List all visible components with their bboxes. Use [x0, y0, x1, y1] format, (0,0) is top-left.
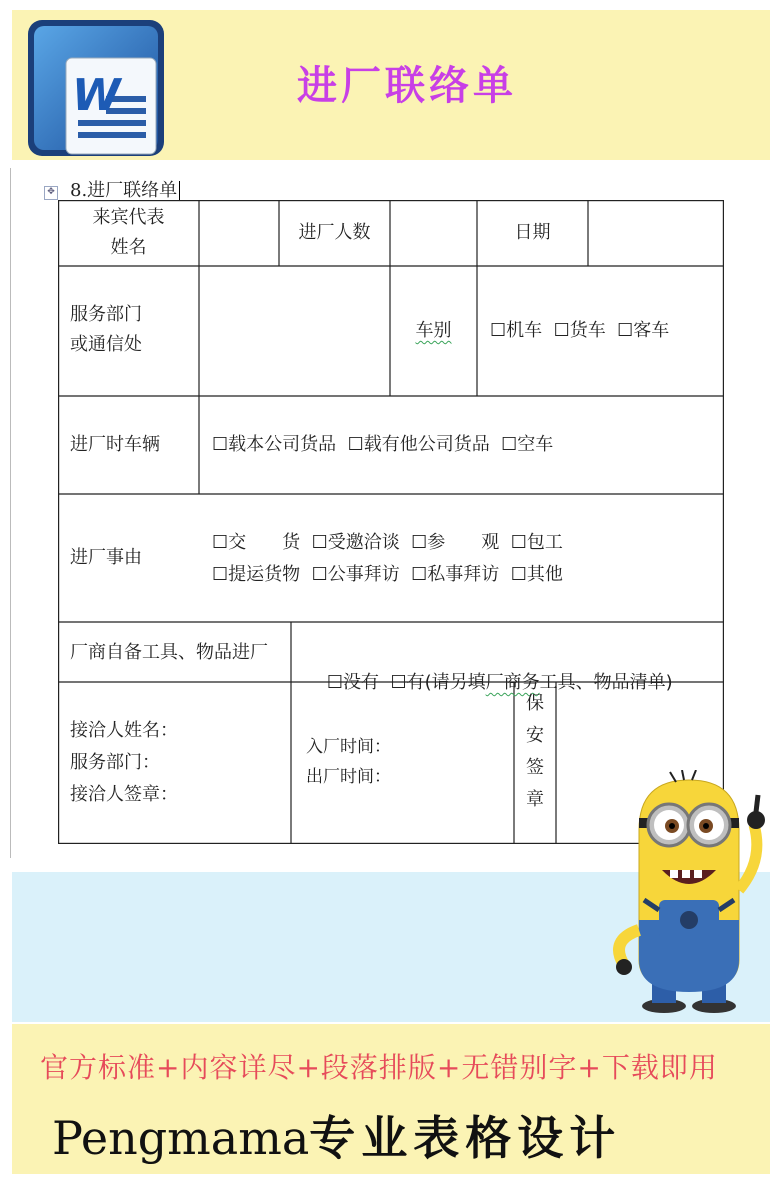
entry-vehicle-label: 进厂时车辆: [70, 434, 160, 455]
contact-info-labels: 接洽人姓名： 服务部门： 接洽人签章：: [70, 720, 178, 805]
footer-banner: [12, 1024, 770, 1174]
vendor-tools-options-suffix: 工具、物品清单): [539, 672, 673, 693]
entry-reason-options-row1[interactable]: ☐交 货 ☐受邀洽谈 ☐参 观 ☐包工: [212, 532, 563, 553]
word-icon: [26, 18, 166, 158]
guest-name-field[interactable]: [200, 201, 278, 265]
service-dept-label: 服务部门 或通信处: [70, 304, 142, 355]
date-field[interactable]: [589, 201, 723, 265]
vehicle-type-label: 车别: [415, 320, 452, 341]
security-sign-label: 保 安 签 章: [526, 693, 544, 810]
date-label: 日期: [514, 222, 551, 243]
entry-exit-time-labels: 入厂时间： 出厂时间：: [306, 737, 391, 787]
document-caption: 8.进厂联络单: [70, 176, 180, 202]
footer-tagline: 官方标准+内容详尽+段落排版+无错别字+下载即用: [40, 1051, 718, 1084]
table-anchor-icon[interactable]: ✥: [44, 186, 58, 200]
vendor-tools-options-underlined: 厂商务: [485, 672, 540, 693]
vendor-tools-options-prefix: ☐没有 ☐有(请另填: [326, 672, 486, 693]
visitor-count-label: 进厂人数: [298, 222, 371, 243]
brand-slogan: 专业表格设计: [309, 1111, 622, 1165]
page-margin-line: [10, 168, 11, 858]
entry-vehicle-options[interactable]: ☐载本公司货品 ☐载有他公司货品 ☐空车: [212, 434, 554, 455]
brand-name: Pengmama: [52, 1111, 310, 1165]
text-cursor: [179, 181, 180, 201]
visitor-count-field[interactable]: [391, 201, 476, 265]
page-title: 进厂联络单: [297, 63, 517, 109]
visitor-form-table: [58, 200, 724, 844]
minion-illustration: [604, 770, 774, 1015]
entry-reason-options-row2[interactable]: ☐提运货物 ☐公事拜访 ☐私事拜访 ☐其他: [212, 564, 563, 585]
service-dept-field[interactable]: [200, 267, 389, 395]
guest-name-label: 来宾代表 姓名: [92, 207, 165, 258]
footer-brand: [52, 1102, 621, 1168]
vehicle-type-options[interactable]: ☐机车 ☐货车 ☐客车: [490, 320, 670, 341]
entry-reason-label: 进厂事由: [70, 547, 142, 568]
vendor-tools-label: 厂商自备工具、物品进厂: [70, 642, 268, 663]
svg-text:W: W: [72, 70, 121, 121]
header-banner: [12, 10, 770, 160]
